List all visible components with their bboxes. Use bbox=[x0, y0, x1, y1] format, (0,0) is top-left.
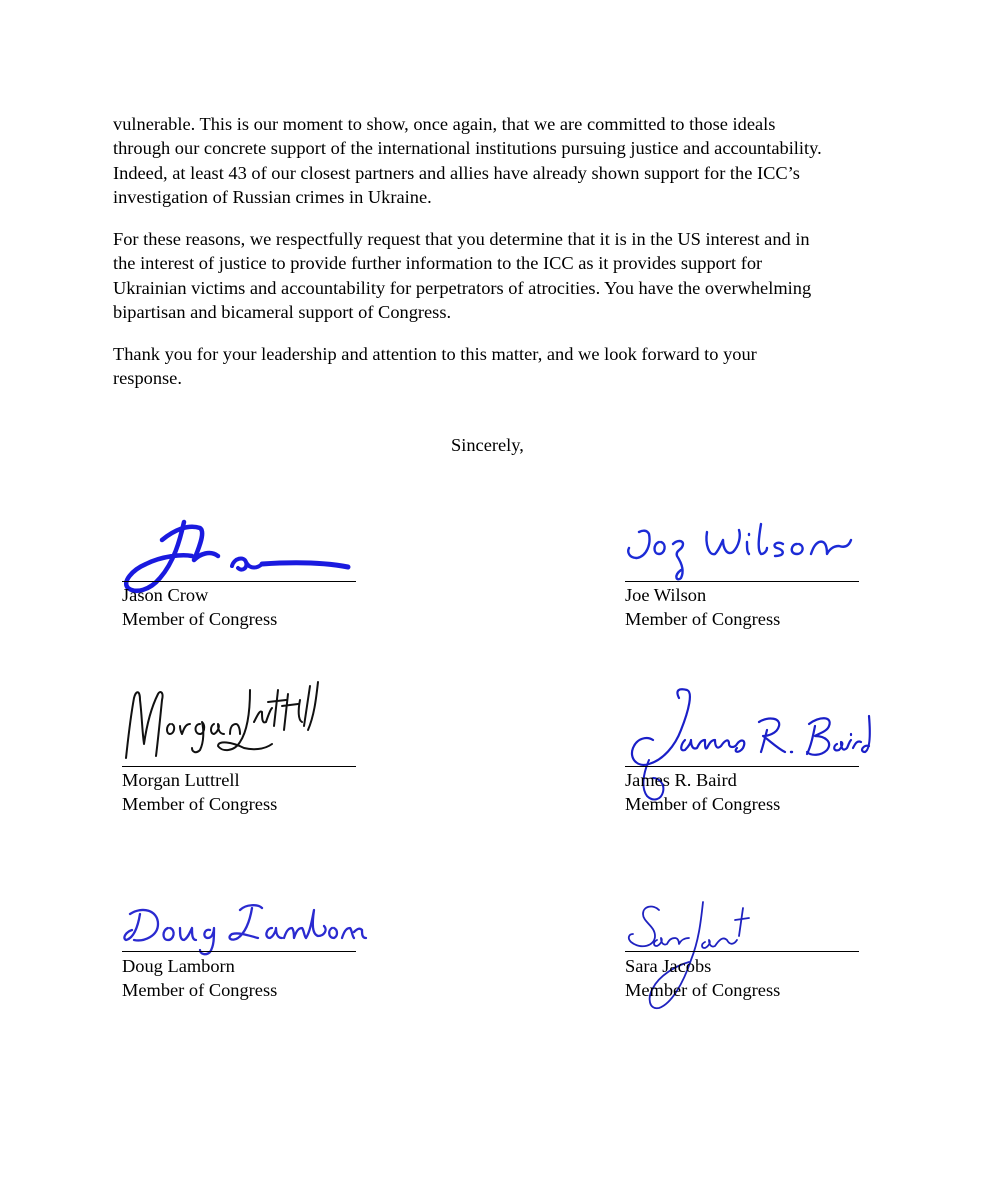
signature-stroke bbox=[759, 719, 785, 752]
signature-stroke bbox=[304, 682, 318, 730]
signature-stroke bbox=[853, 716, 870, 752]
signature-stroke bbox=[230, 905, 262, 939]
body-paragraph-2 bbox=[113, 227, 873, 325]
signature-stroke bbox=[706, 530, 739, 554]
paragraph-line: Indeed, at least 43 of our closest partners and allies have already shown support for the ICC’s bbox=[113, 162, 800, 183]
signature-stroke bbox=[254, 708, 272, 722]
signature-stroke bbox=[681, 740, 744, 752]
signatory-title: Member of Congress bbox=[625, 609, 781, 629]
signature-stroke bbox=[629, 907, 659, 947]
signature-stroke bbox=[807, 718, 830, 755]
signature-stroke bbox=[792, 544, 803, 554]
signature-stroke bbox=[673, 541, 683, 579]
signature-stroke bbox=[268, 690, 302, 730]
paragraph-line: the interest of justice to provide further information to the ICC as it provides support for bbox=[113, 253, 763, 274]
signature-line bbox=[122, 581, 356, 582]
signature-stroke bbox=[654, 938, 689, 946]
signature-stroke bbox=[655, 542, 665, 554]
signatory-name: Jason Crow bbox=[122, 585, 209, 605]
paragraph-line: investigation of Russian crimes in Ukraine. bbox=[113, 187, 432, 208]
paragraph-line: response. bbox=[113, 368, 182, 389]
signature-stroke bbox=[124, 910, 158, 940]
signature-line bbox=[625, 581, 859, 582]
paragraph-line: Thank you for your leadership and attention to this matter, and we look forward to your bbox=[113, 344, 757, 364]
body-paragraph-3 bbox=[113, 342, 873, 391]
signatory-name: James R. Baird bbox=[625, 770, 737, 790]
signature-stroke bbox=[628, 531, 649, 558]
signature-doug-lamborn bbox=[122, 880, 362, 960]
body-paragraph-1 bbox=[113, 112, 873, 210]
signature-morgan-luttrell bbox=[122, 660, 362, 770]
signature-line bbox=[122, 766, 356, 767]
signature-stroke bbox=[284, 910, 326, 938]
closing-salutation: Sincerely, bbox=[451, 435, 524, 455]
signature-stroke bbox=[211, 724, 224, 734]
signature-stroke bbox=[230, 724, 240, 734]
signature-block-sara-jacobs bbox=[625, 880, 865, 1010]
signature-stroke bbox=[702, 938, 737, 948]
signature-stroke bbox=[126, 692, 163, 758]
signatory-title: Member of Congress bbox=[122, 609, 278, 629]
signature-stroke bbox=[167, 724, 190, 734]
signatory-title: Member of Congress bbox=[625, 794, 781, 814]
signature-stroke bbox=[834, 734, 851, 750]
signature-stroke bbox=[759, 524, 767, 554]
paragraph-line: bipartisan and bicameral support of Congress. bbox=[113, 302, 452, 323]
paragraph-line: Ukrainian victims and accountability for perpetrators of atrocities. You have the overwhelming bbox=[113, 277, 812, 298]
signature-stroke bbox=[775, 543, 783, 556]
signature-stroke bbox=[811, 540, 851, 554]
signature-stroke bbox=[232, 559, 262, 570]
paragraph-line: vulnerable. This is our moment to show, once again, that we are committed to those ideals bbox=[113, 114, 776, 134]
signature-stroke bbox=[180, 928, 196, 940]
signature-line bbox=[625, 766, 859, 767]
signature-stroke bbox=[164, 928, 174, 940]
signature-stroke bbox=[735, 908, 749, 936]
signature-block-james-r-baird bbox=[625, 660, 865, 820]
signature-stroke bbox=[266, 928, 282, 938]
signatory-title: Member of Congress bbox=[625, 980, 781, 1000]
signature-stroke bbox=[747, 534, 749, 554]
signatory-name: Doug Lamborn bbox=[122, 956, 235, 976]
signature-stroke bbox=[329, 928, 366, 938]
signature-line bbox=[625, 951, 859, 952]
signatory-name: Joe Wilson bbox=[625, 585, 707, 605]
signatory-name: Morgan Luttrell bbox=[122, 770, 240, 790]
signatory-title: Member of Congress bbox=[122, 980, 278, 1000]
signature-block-joe-wilson bbox=[625, 510, 865, 640]
signature-stroke bbox=[218, 690, 272, 750]
paragraph-line: For these reasons, we respectfully request that you determine that it is in the US interest and in bbox=[113, 229, 810, 249]
signature-block-jason-crow bbox=[122, 510, 362, 640]
signature-stroke bbox=[192, 722, 204, 752]
signature-block-doug-lamborn bbox=[122, 880, 362, 1010]
paragraph-line: through our concrete support of the international institutions pursuing justice and accountability. bbox=[113, 138, 822, 159]
signatory-name: Sara Jacobs bbox=[625, 956, 712, 976]
signature-stroke bbox=[632, 689, 690, 765]
signature-stroke bbox=[262, 563, 348, 567]
signature-line bbox=[122, 951, 356, 952]
signatory-title: Member of Congress bbox=[122, 794, 278, 814]
signature-block-morgan-luttrell bbox=[122, 660, 362, 820]
